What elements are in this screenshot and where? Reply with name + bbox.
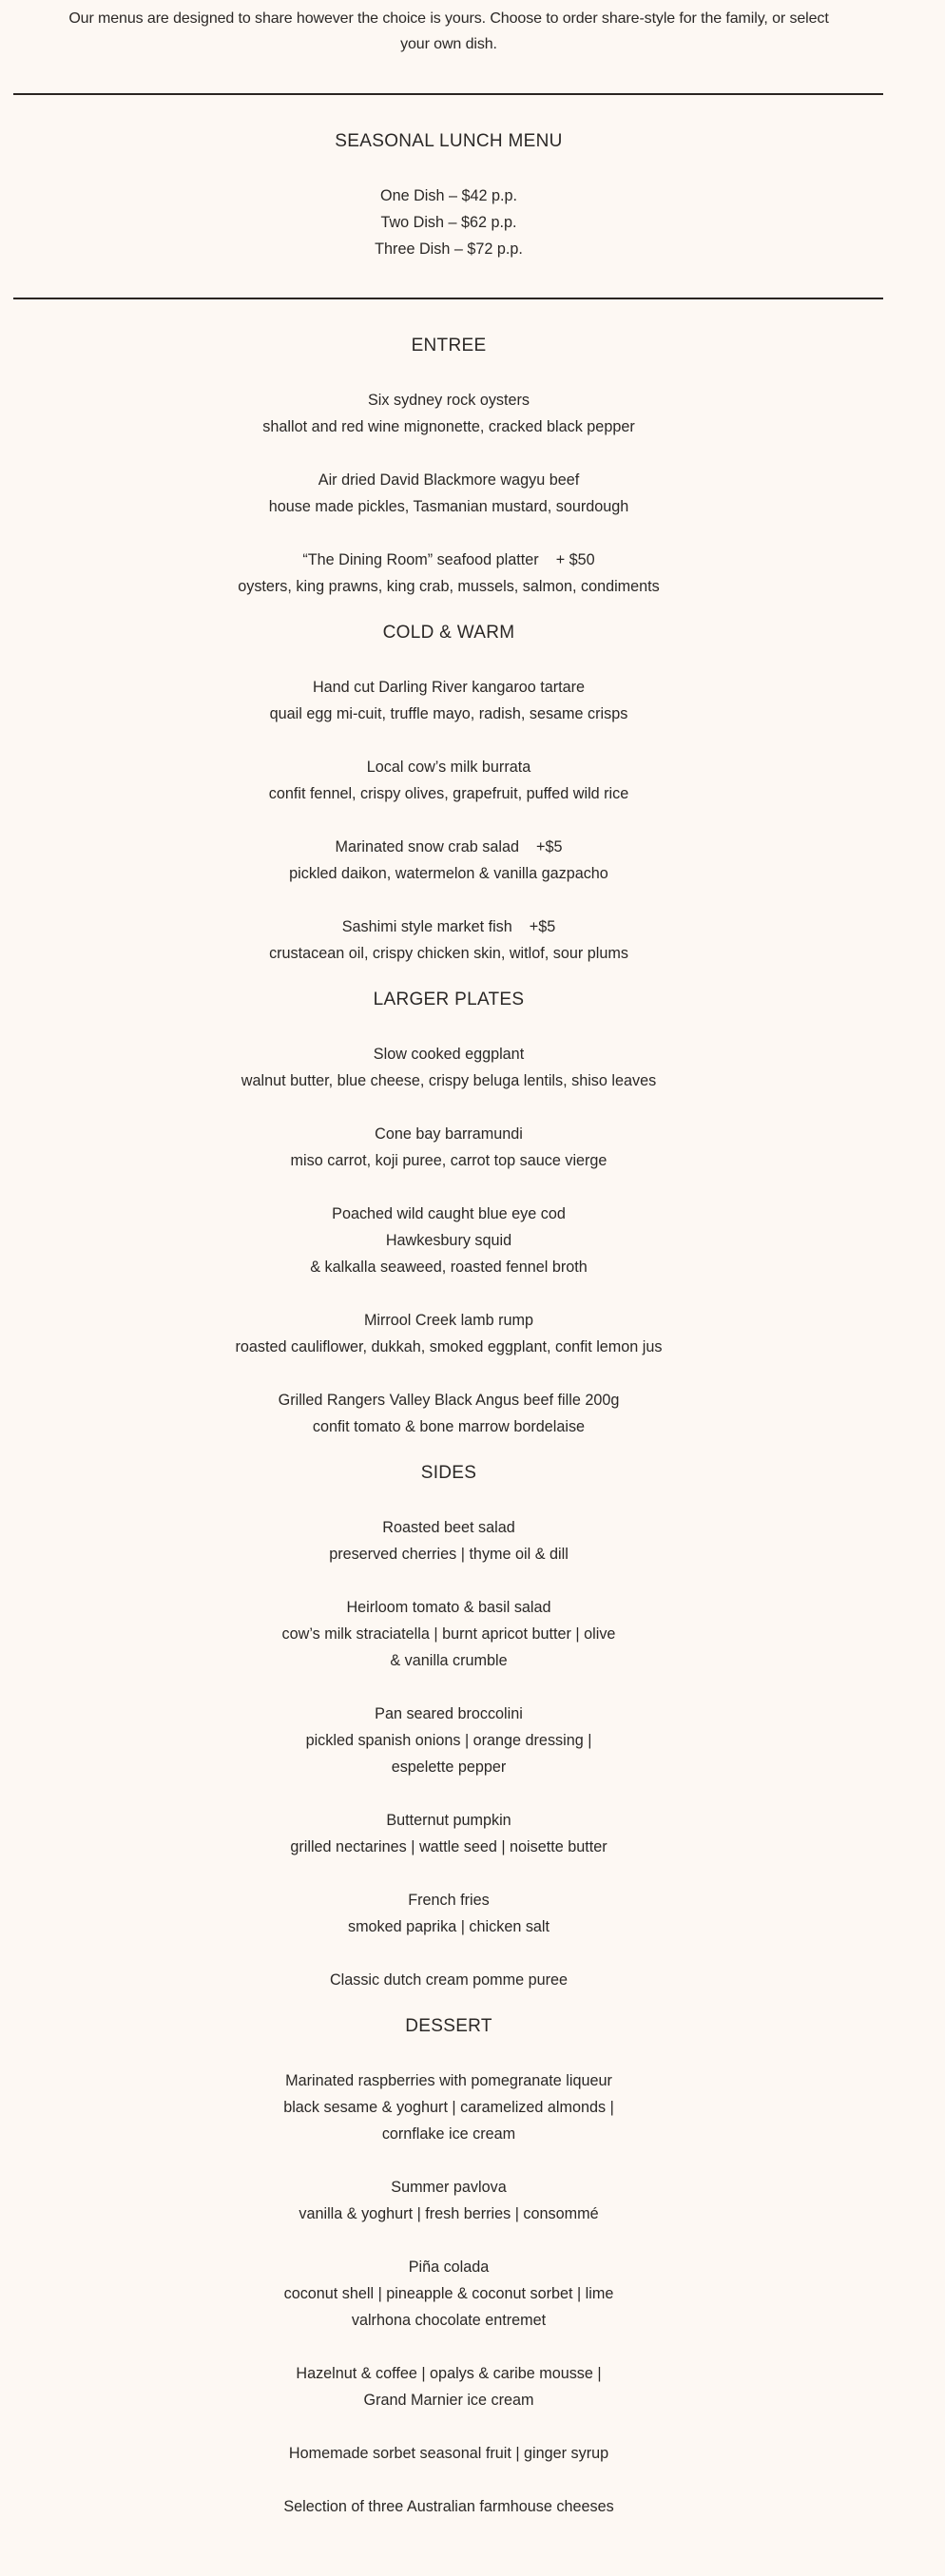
dish-name-line — [0, 2067, 897, 2094]
dish-name-line — [0, 547, 897, 573]
dish-surcharge: +$5 — [529, 918, 556, 935]
dish-description: & kalkalla seaweed, roasted fennel broth — [310, 1259, 588, 1276]
dish-name: Heirloom tomato & basil salad — [346, 1599, 551, 1616]
menu-section-dessert — [0, 2013, 897, 2520]
dish-name: Homemade sorbet seasonal fruit | ginger syrup — [288, 2445, 609, 2462]
dish-name-line — [0, 1701, 897, 1727]
dish-name-line — [0, 2254, 897, 2280]
menu-item — [0, 2360, 897, 2413]
menu-item — [0, 913, 897, 967]
dish-name-line — [0, 1387, 897, 1413]
menu-item — [0, 2174, 897, 2227]
dish-description: confit tomato & bone marrow bordelaise — [312, 1418, 586, 1435]
intro-line-2: your own dish. — [400, 36, 497, 52]
menu-items — [0, 2067, 897, 2520]
section-title-cold-and-warm: COLD & WARM — [382, 623, 515, 643]
dish-description: preserved cherries | thyme oil & dill — [329, 1546, 569, 1563]
menu-item — [0, 754, 897, 807]
dish-name: Marinated snow crab salad — [335, 838, 519, 855]
menu-items — [0, 674, 897, 967]
dish-name-line — [0, 834, 897, 860]
menu-items — [0, 1514, 897, 1993]
dish-description: espelette pepper — [391, 1759, 507, 1776]
dish-name: Slow cooked eggplant — [373, 1046, 525, 1063]
menu-item — [0, 1701, 897, 1780]
dish-name: Hazelnut & coffee | opalys & caribe mousse | — [296, 2365, 602, 2382]
dish-name: Sashimi style market fish — [341, 918, 512, 935]
menu-items — [0, 387, 897, 600]
section-title-sides: SIDES — [420, 1463, 477, 1483]
dish-description: house made pickles, Tasmanian mustard, sourdough — [268, 498, 629, 515]
menu-item — [0, 674, 897, 727]
dish-description: cornflake ice cream — [381, 2125, 516, 2143]
dish-name: Summer pavlova — [391, 2179, 507, 2196]
dish-name: Butternut pumpkin — [386, 1812, 511, 1829]
menu-item — [0, 1041, 897, 1094]
dish-name-line — [0, 1887, 897, 1913]
divider-rule — [13, 298, 883, 299]
dish-name-line — [0, 1201, 897, 1227]
menu-item — [0, 387, 897, 440]
intro-line-1: Our menus are designed to share however the choice is yours. Choose to order share-style for the family, or select — [68, 10, 829, 27]
menu-item — [0, 1121, 897, 1174]
dish-name-line — [0, 467, 897, 493]
dish-description: & vanilla crumble — [390, 1652, 508, 1669]
dish-name-line — [0, 1967, 897, 1993]
section-title-entree: ENTREE — [411, 336, 487, 356]
dish-name-line — [0, 754, 897, 780]
dish-description: crustacean oil, crispy chicken skin, witlof, sour plums — [269, 945, 628, 962]
dish-name-line — [0, 2174, 897, 2201]
menu-section-entree — [0, 333, 897, 600]
price-list — [0, 183, 897, 262]
menu-item — [0, 1807, 897, 1860]
dish-description: shallot and red wine mignonette, cracked black pepper — [262, 418, 635, 435]
dish-description: quail egg mi-cuit, truffle mayo, radish, sesame crisps — [269, 705, 628, 722]
price-three-dish: Three Dish – $72 p.p. — [375, 240, 523, 258]
dish-name-line — [0, 2360, 897, 2387]
dish-name-line — [0, 674, 897, 701]
dish-name: Selection of three Australian farmhouse cheeses — [283, 2498, 614, 2515]
dish-name-line — [0, 913, 897, 940]
menu-item — [0, 547, 897, 600]
menu-item — [0, 2067, 897, 2147]
section-title-larger-plates: LARGER PLATES — [373, 990, 525, 1009]
menu-item — [0, 467, 897, 520]
dish-description: smoked paprika | chicken salt — [347, 1918, 550, 1935]
menu-section-sides — [0, 1460, 897, 1993]
seasonal-lunch-section — [0, 128, 897, 262]
dish-name: Hand cut Darling River kangaroo tartare — [312, 679, 586, 696]
dish-name: Roasted beet salad — [382, 1519, 515, 1536]
dish-surcharge: +$5 — [535, 838, 563, 855]
dish-name-line — [0, 1041, 897, 1067]
dish-description: coconut shell | pineapple & coconut sorbet | lime — [283, 2285, 614, 2302]
menu-item — [0, 1594, 897, 1674]
menu-item — [0, 1514, 897, 1567]
dish-description: pickled spanish onions | orange dressing | — [305, 1732, 592, 1749]
menu-section-cold-and-warm — [0, 620, 897, 967]
dish-name: Mirrool Creek lamb rump — [363, 1312, 534, 1329]
intro-text — [0, 0, 897, 57]
dish-name: Marinated raspberries with pomegranate liqueur — [285, 2072, 612, 2089]
dish-name-line — [0, 2440, 897, 2467]
dish-description: Grand Marnier ice cream — [363, 2392, 534, 2409]
menu-item — [0, 1887, 897, 1940]
dish-description: oysters, king prawns, king crab, mussels, salmon, condiments — [238, 578, 660, 595]
dish-description: Hawkesbury squid — [385, 1232, 512, 1249]
menu-item — [0, 834, 897, 887]
menu-item — [0, 1387, 897, 1440]
menu-section-larger-plates — [0, 987, 897, 1440]
dish-name: Grilled Rangers Valley Black Angus beef fille 200g — [278, 1392, 620, 1409]
menu-items — [0, 1041, 897, 1440]
dish-name-line — [0, 1594, 897, 1621]
dish-name-line — [0, 1307, 897, 1334]
dish-name: Classic dutch cream pomme puree — [329, 1971, 569, 1989]
dish-name: Pan seared broccolini — [375, 1705, 523, 1722]
divider-rule — [13, 93, 883, 95]
dish-name: Poached wild caught blue eye cod — [332, 1205, 566, 1222]
dish-name: Six sydney rock oysters — [367, 392, 530, 409]
dish-description: confit fennel, crispy olives, grapefruit, puffed wild rice — [268, 785, 629, 802]
dish-description: pickled daikon, watermelon & vanilla gazpacho — [289, 865, 608, 882]
dish-name-line — [0, 1121, 897, 1147]
section-title-seasonal: SEASONAL LUNCH MENU — [335, 131, 563, 151]
menu-item — [0, 2440, 897, 2467]
dish-name: Local cow’s milk burrata — [366, 759, 531, 776]
menu-item — [0, 2493, 897, 2520]
dish-name: Air dried David Blackmore wagyu beef — [318, 471, 580, 489]
dish-description: walnut butter, blue cheese, crispy beluga lentils, shiso leaves — [241, 1072, 657, 1089]
dish-name: Piña colada — [408, 2259, 490, 2276]
dish-name-line — [0, 2493, 897, 2520]
dish-name: Cone bay barramundi — [375, 1125, 523, 1143]
price-two-dish: Two Dish – $62 p.p. — [380, 214, 517, 231]
dish-description: roasted cauliflower, dukkah, smoked eggplant, confit lemon jus — [235, 1338, 663, 1355]
price-one-dish: One Dish – $42 p.p. — [380, 187, 517, 204]
dish-name-line — [0, 1514, 897, 1541]
dish-name: “The Dining Room” seafood platter — [302, 551, 539, 568]
dish-surcharge: + $50 — [555, 551, 595, 568]
menu-item — [0, 1307, 897, 1360]
menu-item — [0, 2254, 897, 2334]
menu-item — [0, 1967, 897, 1993]
dish-description: grilled nectarines | wattle seed | noisette butter — [290, 1838, 608, 1855]
dish-name-line — [0, 1807, 897, 1834]
section-title-dessert: DESSERT — [405, 2016, 492, 2036]
dish-description: miso carrot, koji puree, carrot top sauce vierge — [290, 1152, 608, 1169]
dish-description: valrhona chocolate entremet — [351, 2312, 547, 2329]
dish-name-line — [0, 387, 897, 413]
dish-description: vanilla & yoghurt | fresh berries | consommé — [299, 2205, 599, 2222]
dish-description: cow’s milk straciatella | burnt apricot butter | olive — [281, 1625, 616, 1643]
dish-name: French fries — [408, 1892, 490, 1909]
menu-item — [0, 1201, 897, 1280]
dish-description: black sesame & yoghurt | caramelized almonds | — [283, 2099, 614, 2116]
